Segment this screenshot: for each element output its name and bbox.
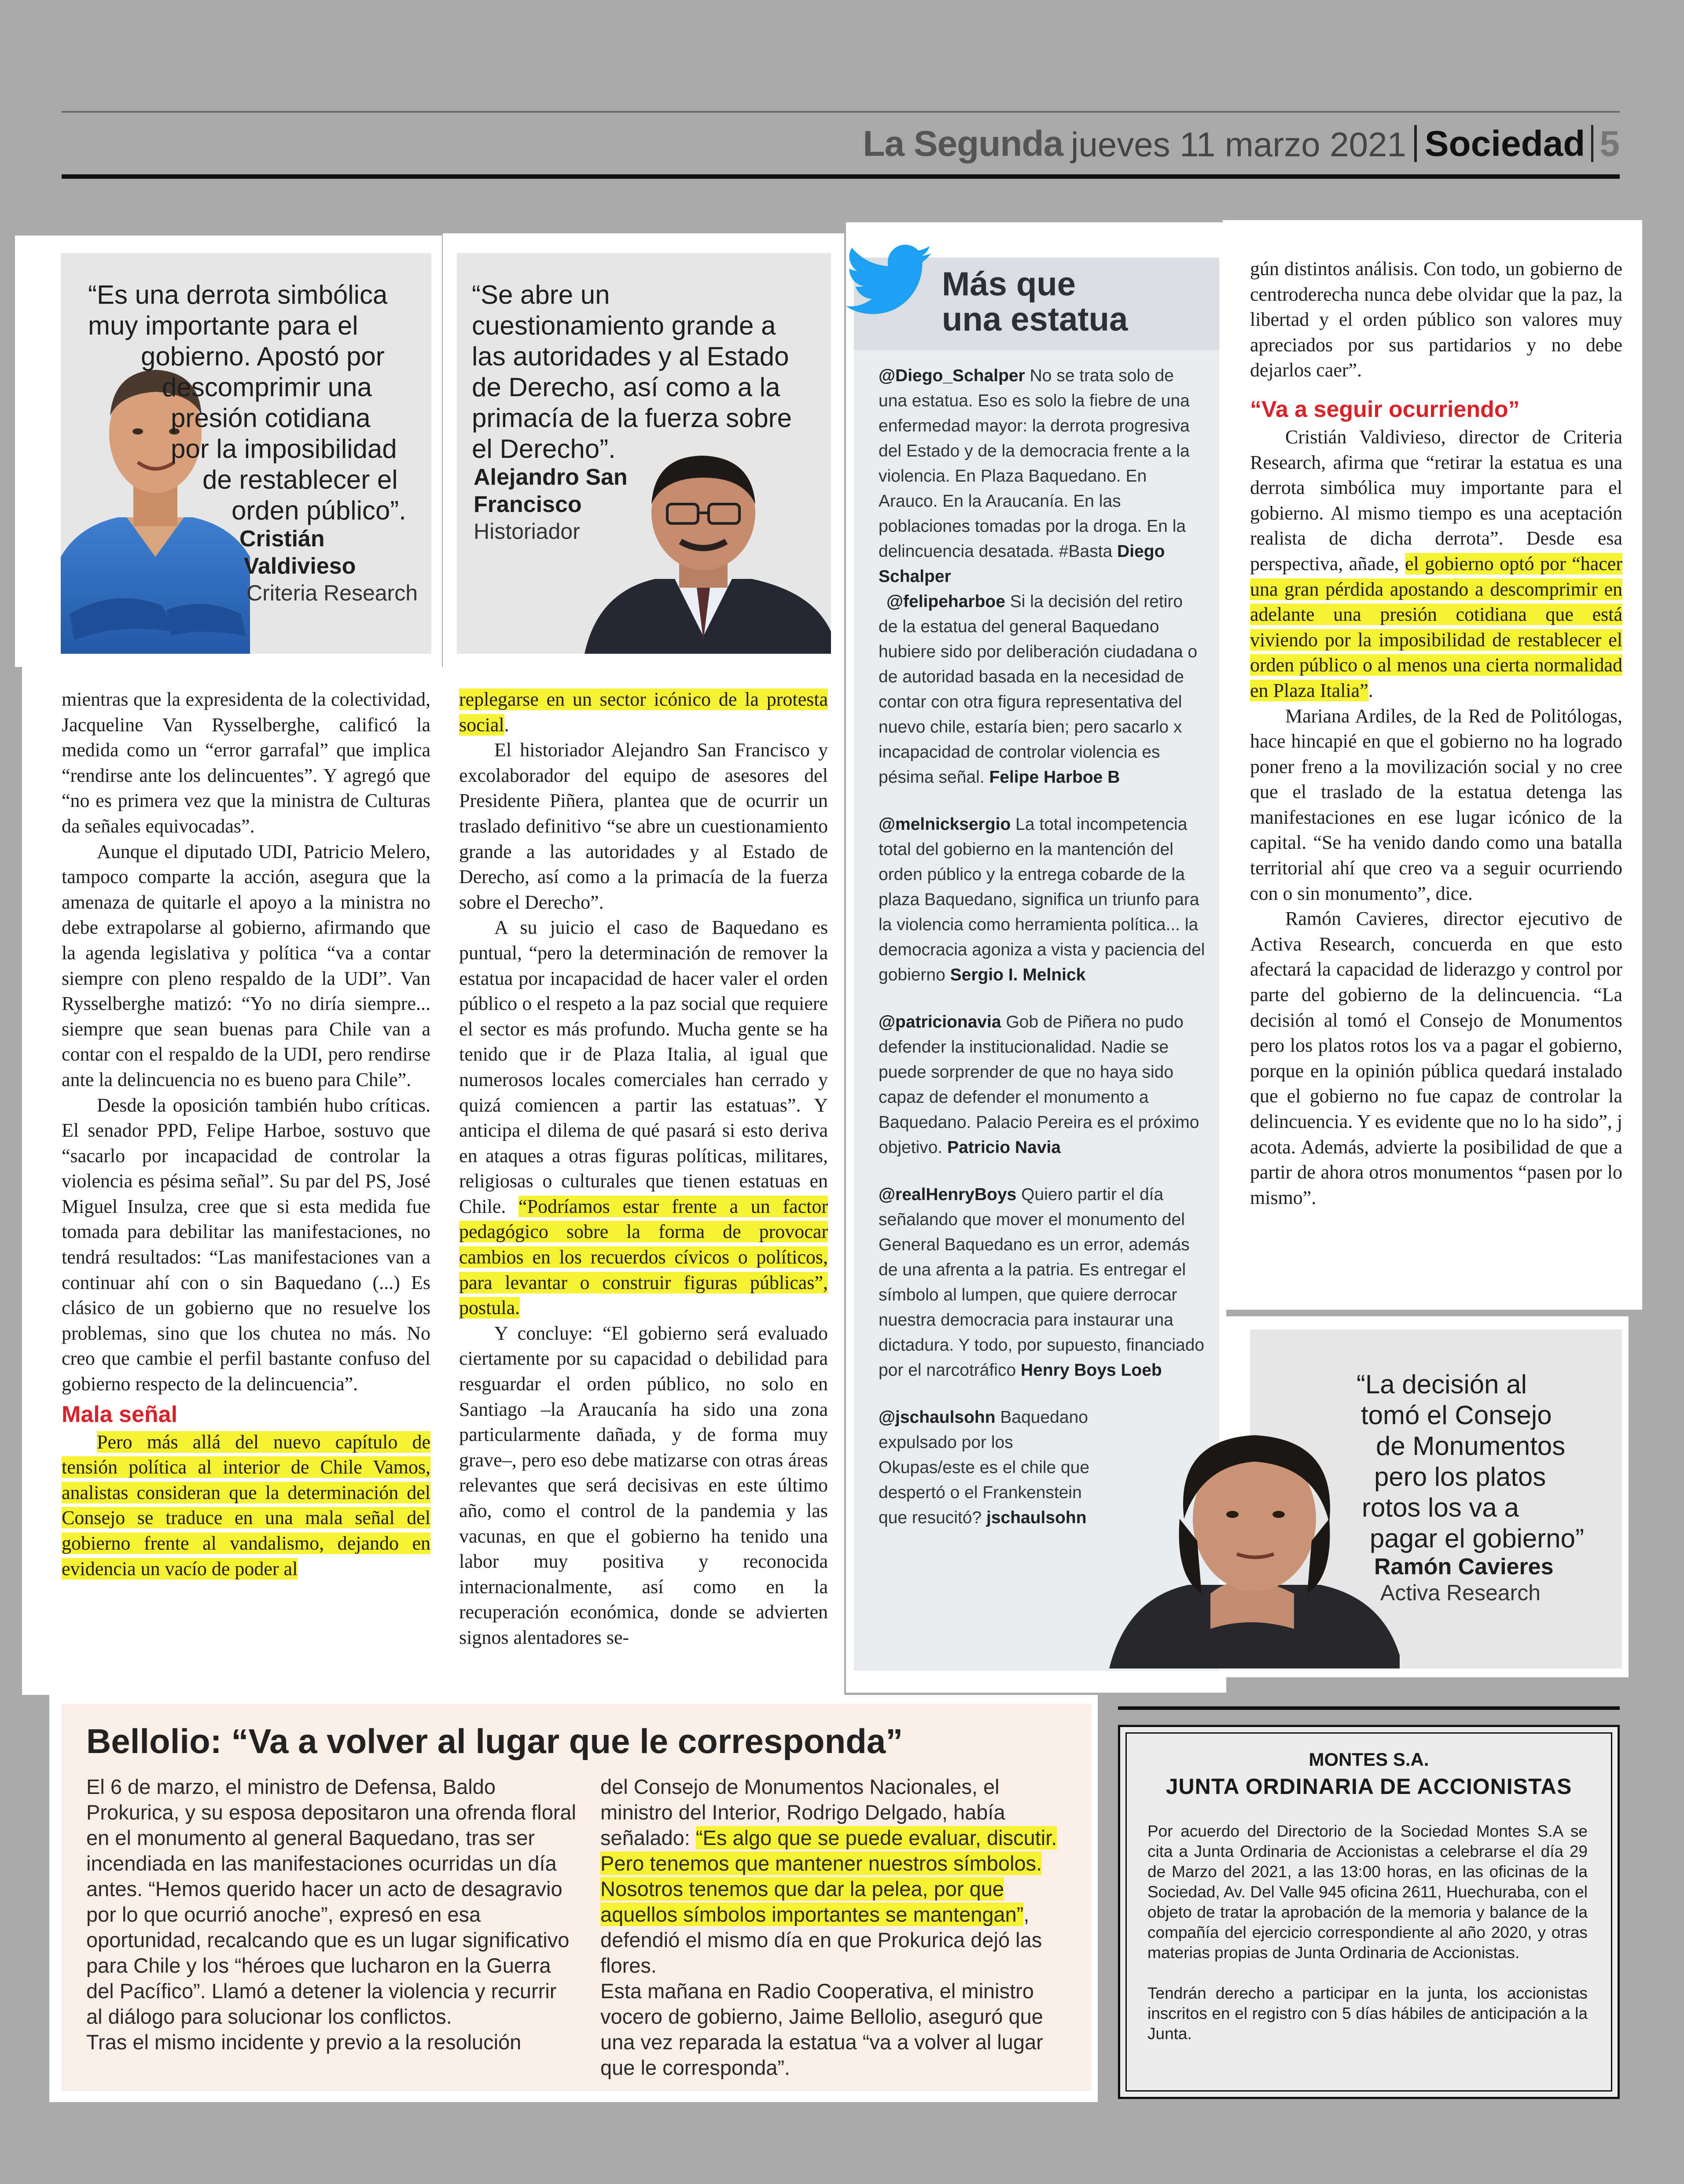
col4-p1-end: . bbox=[1368, 679, 1373, 701]
quote-card-valdivieso bbox=[61, 253, 431, 654]
bellolio-box-title: Bellolio: “Va a volver al lugar que le corresponda” bbox=[86, 1722, 903, 1760]
quote2-line-6: el Derecho”. bbox=[472, 434, 616, 464]
article-column-2 bbox=[459, 687, 828, 1650]
quote1-line-4: descomprimir una bbox=[162, 372, 372, 402]
col1-paragraph-3: Desde la oposición también hubo críticas. El senador PPD, Felipe Harboe, sostuvo que “sacarlo por incapacidad de controlar la violencia es pésima señal”. Su par del PS, José Miguel Insulza, cree que si esta medida fue tomada para debilitar las manifestaciones, no tendrá resultados: “Las manifestaciones van a continuar ahí con o sin Baquedano (...) Es clásico de un gobierno que no resuelve los problemas, sino que los chutea no más. No creo que cambie el perfil bastante confuso del gobierno respecto de la delincuencia”. bbox=[62, 1094, 430, 1395]
tweet-1-signature: Diego Schalper bbox=[879, 542, 1165, 586]
col4-paragraph-2: Mariana Ardiles, de la Red de Politólogas, hace hincapié en que el gobierno no ha logrado poner freno a la movilización social y no cree que el traslado de la estatua detenga las manifestaciones en ese lugar icónico de la capital. “Se ha venido dando como una batalla territorial ahí que creo va a seguir ocurriendo con o sin monumento”, dice. bbox=[1250, 705, 1622, 904]
tweet-5 bbox=[879, 1182, 1206, 1383]
col2-highlight-2: “Podríamos estar frente a un factor pedagógico sobre la forma de provocar cambios en los recuerdos cívicos o políticos, para levantar o construir figuras públicas”, postula. bbox=[459, 1195, 828, 1319]
quote2-author-first: Alejandro San bbox=[474, 464, 628, 490]
col2-p3-text: A su juicio el caso de Baquedano es puntual, “pero la determinación de remover la estatua por incapacidad de hacer valer el orden público o el respeto a la paz social que requiere el sector es más profundo. Mucha gente se ha tenido que ir de Plaza Italia, al igual que numerosos locales comerciales han cerrado y quizá comiencen a partir las estatuas”. Y anticipa el dilema de qué pasará si esto deriva en ataques a otras figuras políticas, militares, religiosas o culturales que tienen estatuas en Chile. bbox=[459, 917, 828, 1217]
bellolio-right-paragraph-2: Esta mañana en Radio Cooperativa, el ministro vocero de gobierno, Jaime Bellolio, aseguró que una vez reparada la estatua “va a volver al lugar que le corresponda”. bbox=[600, 1979, 1043, 2079]
tweet-4-signature: Patricio Navia bbox=[947, 1138, 1061, 1157]
quote1-line-1: “Es una derrota simbólica bbox=[88, 280, 388, 309]
quote3-line-1: “La decisión al bbox=[1357, 1370, 1527, 1399]
quote1-line-6: por la imposibilidad bbox=[171, 434, 397, 464]
subhead-va-a-seguir-ocurriendo: “Va a seguir ocurriendo” bbox=[1250, 396, 1520, 422]
bellolio-left-column bbox=[86, 1774, 577, 2055]
col1-paragraph-2: Aunque el diputado UDI, Patricio Melero, tampoco comparte la acción, asegura que la amenaza de quitarle el apoyo a la ministra no debe extrapolarse al gobierno, afirmando que la agenda legislativa y política “va a contar siempre con pleno respaldo de la UDI”. Van Rysselberghe matizó: “Yo no diría siempre... siempre que sean buenas para Chile van a contar con el respaldo de la UDI, pero rendirse ante la delincuencia no es bueno para Chile”. bbox=[62, 840, 430, 1090]
notice-paragraph-1: Por acuerdo del Directorio de la Sociedad Montes S.A se cita a Junta Ordinaria de Accionistas a celebrarse el día 29 de Marzo del 2021, a las 13:00 horas, en las oficinas de la Sociedad, Av. Del Valle 945 oficina 2611, Huechuraba, con el objeto de tratar la aprobación de la memoria y balance de la compañía del ejercicio correspondiente al año 2020, y otras materias propias de Junta Ordinaria de Accionistas. bbox=[1147, 1822, 1588, 1962]
quote2-line-3: las autoridades y al Estado bbox=[472, 342, 789, 371]
quote1-line-5: presión cotidiana bbox=[171, 403, 371, 433]
bellolio-left-paragraph-2: Tras el mismo incidente y previo a la resolución bbox=[86, 2030, 522, 2054]
quote1-author-last: Valdivieso bbox=[244, 553, 356, 579]
tweet-list bbox=[879, 363, 1206, 1552]
quote3-line-3: de Monumentos bbox=[1376, 1431, 1566, 1461]
tweet-6-text: Baquedano expulsado por los Okupas/este es el chile que despertó o el Frankenstein que resucitó? bbox=[879, 1408, 1090, 1527]
col2-p1-end: . bbox=[504, 714, 509, 736]
article-column-1 bbox=[62, 687, 430, 1581]
bellolio-right-highlight: “Es algo que se puede evaluar, discutir. Pero tenemos que mantener nuestros símbolos. Nosotros tenemos que dar la pelea, por que aquellos símbolos importantes se mantengan” bbox=[600, 1826, 1057, 1926]
quote1-line-2: muy importante para el bbox=[88, 311, 358, 340]
tweet-3-signature: Sergio I. Melnick bbox=[950, 965, 1086, 984]
article-column-4 bbox=[1250, 256, 1622, 1210]
newspaper-name: La Segunda bbox=[863, 124, 1063, 164]
col4-p1-text: Cristián Valdivieso, director de Criteria Research, afirma que “retirar la estatua es una derrota simbólica muy importante para el gobierno. Al mismo tiempo es una aceptación realista de dicha derrota”. Desde esa perspectiva, añade, bbox=[1250, 426, 1622, 575]
col2-paragraph-2: El historiador Alejandro San Francisco y excolaborador del equipo de asesores del Presidente Piñera, plantea que de ocurrir un traslado definitivo “se abre un cuestionamiento grande a las autoridades y al Estado de Derecho, así como a la primacía de la fuerza sobre el Derecho”. bbox=[459, 739, 828, 913]
subhead-mala-senal: Mala señal bbox=[62, 1401, 178, 1427]
col1-paragraph-1: mientras que la expresidenta de la colectividad, Jacqueline Van Rysselberghe, calificó la medida como un “error garrafal” que implica “rendirse ante los delincuentes”. Y agregó que “no es primera vez que la ministra de Culturas da señales equivocadas”. bbox=[62, 689, 430, 837]
quote3-author-role: Activa Research bbox=[1380, 1580, 1541, 1605]
masthead-separator-2 bbox=[1591, 125, 1593, 162]
twitter-title-line-1: Más que bbox=[942, 265, 1076, 303]
page-number: 5 bbox=[1599, 124, 1620, 164]
tweet-2 bbox=[879, 589, 1206, 790]
quote2-line-2: cuestionamiento grande a bbox=[472, 311, 776, 340]
col2-paragraph-4: Y concluye: “El gobierno será evaluado ciertamente por su capacidad o debilidad para resguardar el orden público, no solo en Santiago –la Araucanía ha sido una zona particularmente dañada, y de forma muy grave–, pero eso debe matizarse con otras áreas relevantes que será decisivas en este último año, como el control de la pandemia y las vacunas, en que el gobierno ha tenido una labor muy positiva y reconocida internacionalmente, así como en la recuperación económica, donde se advierten signos alentadores se- bbox=[459, 1322, 828, 1648]
col4-paragraph-1 bbox=[1250, 424, 1622, 703]
col2-highlight-1: replegarse en un sector icónico de la protesta social bbox=[459, 689, 828, 736]
tweet-5-text: Quiero partir el día señalando que mover el monumento del General Baquedano es un error, además de una afrenta a la patria. Es entregar el símbolo al lumpen, que quiere derrocar nuestra democracia para instaurar una dictadura. Y todo, por supuesto, financiado por el narcotráfico bbox=[879, 1185, 1205, 1380]
masthead bbox=[863, 115, 1620, 165]
quote2-line-1: “Se abre un bbox=[472, 280, 610, 309]
tweet-6-handle: @jschaulsohn bbox=[879, 1408, 996, 1427]
masthead-top-rule bbox=[62, 111, 1620, 113]
bellolio-box bbox=[62, 1704, 1092, 2091]
section-name: Sociedad bbox=[1424, 124, 1585, 164]
bellolio-left-paragraph-1: El 6 de marzo, el ministro de Defensa, Baldo Prokurica, y su esposa depositaron una ofrenda floral en el monumento al general Baquedano, tras ser incendiada en las manifestaciones ocurridas un día antes. “Hemos querido hacer un acto de desagravio por lo que ocurrió anoche”, expresó en esa oportunidad, recalcando que es un lugar significativo para Chile y los “héroes que lucharon en la Guerra del Pacífico”. Llamó a detener la violencia y recurrir al diálogo para solucionar los conflictos. bbox=[86, 1775, 576, 2028]
issue-date: jueves 11 marzo 2021 bbox=[1071, 125, 1406, 164]
notice-body bbox=[1147, 1821, 1588, 2064]
quote1-line-7: de restablecer el bbox=[202, 465, 398, 494]
tweet-2-handle: @felipeharboe bbox=[886, 592, 1005, 611]
col1-highlight: Pero más allá del nuevo capítulo de tensión política al interior de Chile Vamos, analistas consideran que la determinación del Consejo se traduce en una mala señal del gobierno frente al vandalismo, dejando en evidencia un vacío de poder al bbox=[62, 1431, 430, 1580]
twitter-title-line-2: una estatua bbox=[942, 301, 1128, 338]
tweet-4-text: Gob de Piñera no pudo defender la institucionalidad. Nadie se puede sorprender de que no haya sido capaz de defender el monumento a Baquedano. Palacio Pereira es el próximo objetivo. bbox=[879, 1013, 1199, 1157]
tweet-4 bbox=[879, 1009, 1206, 1160]
tweet-2-text: Si la decisión del retiro de la estatua del general Baquedano hubiere sido por deliberación ciudadana o de autoridad basada en la necesidad de contar con otra figura representativa del nuevo chile, estaría bien; pero sacarlo x incapacidad de controlar violencia es pésima señal. bbox=[879, 592, 1198, 787]
notice-montes bbox=[1118, 1725, 1620, 2099]
col2-paragraph-1 bbox=[459, 687, 828, 737]
notice-paragraph-2: Tendrán derecho a participar en la junta, los accionistas inscritos en el registro con 5 días hábiles de anticipación a la Junta. bbox=[1147, 1984, 1588, 2043]
quote1-line-8: orden público”. bbox=[232, 496, 406, 525]
quote2-author-role: Historiador bbox=[474, 519, 580, 544]
tweet-4-handle: @patricionavia bbox=[879, 1013, 1001, 1031]
quote3-line-2: tomó el Consejo bbox=[1361, 1400, 1552, 1430]
quote2-line-4: de Derecho, así como a la bbox=[472, 372, 780, 402]
tweet-1-text: No se trata solo de una estatua. Eso es solo la fiebre de una enfermedad mayor: la derrota progresiva del Estado y de la democracia frente a la violencia. En Plaza Baquedano. En Arauco. En la Araucanía. En las poblaciones tomadas por la droga. En la delincuencia desatada. #Basta bbox=[879, 366, 1190, 561]
tweet-3 bbox=[879, 812, 1206, 987]
tweet-6-signature: jschaulsohn bbox=[986, 1508, 1087, 1527]
notice-top-rule bbox=[1118, 1706, 1620, 1710]
quote3-author-name: Ramón Cavieres bbox=[1374, 1554, 1554, 1580]
bellolio-right-text-a: del Consejo de Monumentos Nacionales, el ministro del Interior, Rodrigo Delgado, había señalado: bbox=[600, 1775, 1005, 1849]
quote1-line-3: gobierno. Apostó por bbox=[141, 342, 385, 371]
col4-paragraph-0: gún distintos análisis. Con todo, un gobierno de centroderecha nunca debe olvidar que la paz, la libertad y el orden público son valores muy apreciados por sus partidarios y no debe dejarlos caer”. bbox=[1250, 258, 1622, 381]
col1-paragraph-4 bbox=[62, 1429, 430, 1582]
bellolio-right-column bbox=[600, 1774, 1067, 2081]
tweet-3-text: La total incompetencia total del gobierno en la mantención del orden público y la entrega cobarde de la plaza Baquedano, significa un triunfo para la violencia como herramienta política... la democracia agoniza a vista y paciencia del gobierno bbox=[879, 815, 1205, 984]
tweet-5-handle: @realHenryBoys bbox=[879, 1185, 1017, 1204]
tweet-5-signature: Henry Boys Loeb bbox=[1021, 1361, 1162, 1380]
quote1-author-role: Criteria Research bbox=[246, 581, 418, 605]
quote1-author-first: Cristián bbox=[239, 526, 325, 552]
bellolio-right-paragraph-1 bbox=[600, 1774, 1067, 1978]
notice-title: JUNTA ORDINARIA DE ACCIONISTAS bbox=[1166, 1774, 1572, 1799]
quote2-author-last: Francisco bbox=[474, 492, 582, 517]
masthead-bottom-rule bbox=[62, 174, 1620, 179]
quote-card-cavieres bbox=[1250, 1330, 1622, 1668]
bellolio-right-text-b: , defendió el mismo día en que Prokurica dejó las flores. bbox=[600, 1903, 1042, 1977]
twitter-bird-icon bbox=[846, 244, 934, 317]
quote2-line-5: primacía de la fuerza sobre bbox=[472, 403, 792, 433]
col4-paragraph-3: Ramón Cavieres, director ejecutivo de Activa Research, concuerda en que esto afectará la capacidad de liderazgo y control por parte del gobierno de la delincuencia. “La decisión al tomó el Consejo de Monumentos pero los platos rotos los va a pagar el gobierno, porque en la opinión pública quedará instalado que el gobierno no fue capaz de controlar la delincuencia. Y es evidente que no lo ha sido”, j acota. Además, advierte la posibilidad de que a partir de ahora otros monumentos “pasen por lo mismo”. bbox=[1250, 908, 1622, 1208]
col4-highlight: el gobierno optó por “hacer una gran pérdida apostando a descomprimir en adelante una presión cotidiana que está viviendo por la imposibilidad de restablecer el orden público o al menos una cierta normalidad en Plaza Italia” bbox=[1250, 552, 1622, 701]
notice-company: MONTES S.A. bbox=[1309, 1749, 1429, 1770]
tweet-2-signature: Felipe Harboe B bbox=[989, 768, 1120, 787]
tweet-1-handle: @Diego_Schalper bbox=[879, 366, 1025, 385]
quote3-line-6: pagar el gobierno” bbox=[1370, 1524, 1585, 1553]
col2-paragraph-3 bbox=[459, 915, 828, 1321]
masthead-separator bbox=[1414, 125, 1417, 162]
tweet-3-handle: @melnicksergio bbox=[879, 815, 1011, 834]
quote-card-san-francisco bbox=[457, 253, 831, 654]
quote3-line-5: rotos los va a bbox=[1362, 1493, 1519, 1522]
quote3-line-4: pero los platos bbox=[1374, 1462, 1546, 1492]
tweet-1 bbox=[879, 363, 1206, 589]
photo-ramon-cavieres bbox=[1109, 1409, 1400, 1668]
tweet-6 bbox=[879, 1405, 1107, 1530]
